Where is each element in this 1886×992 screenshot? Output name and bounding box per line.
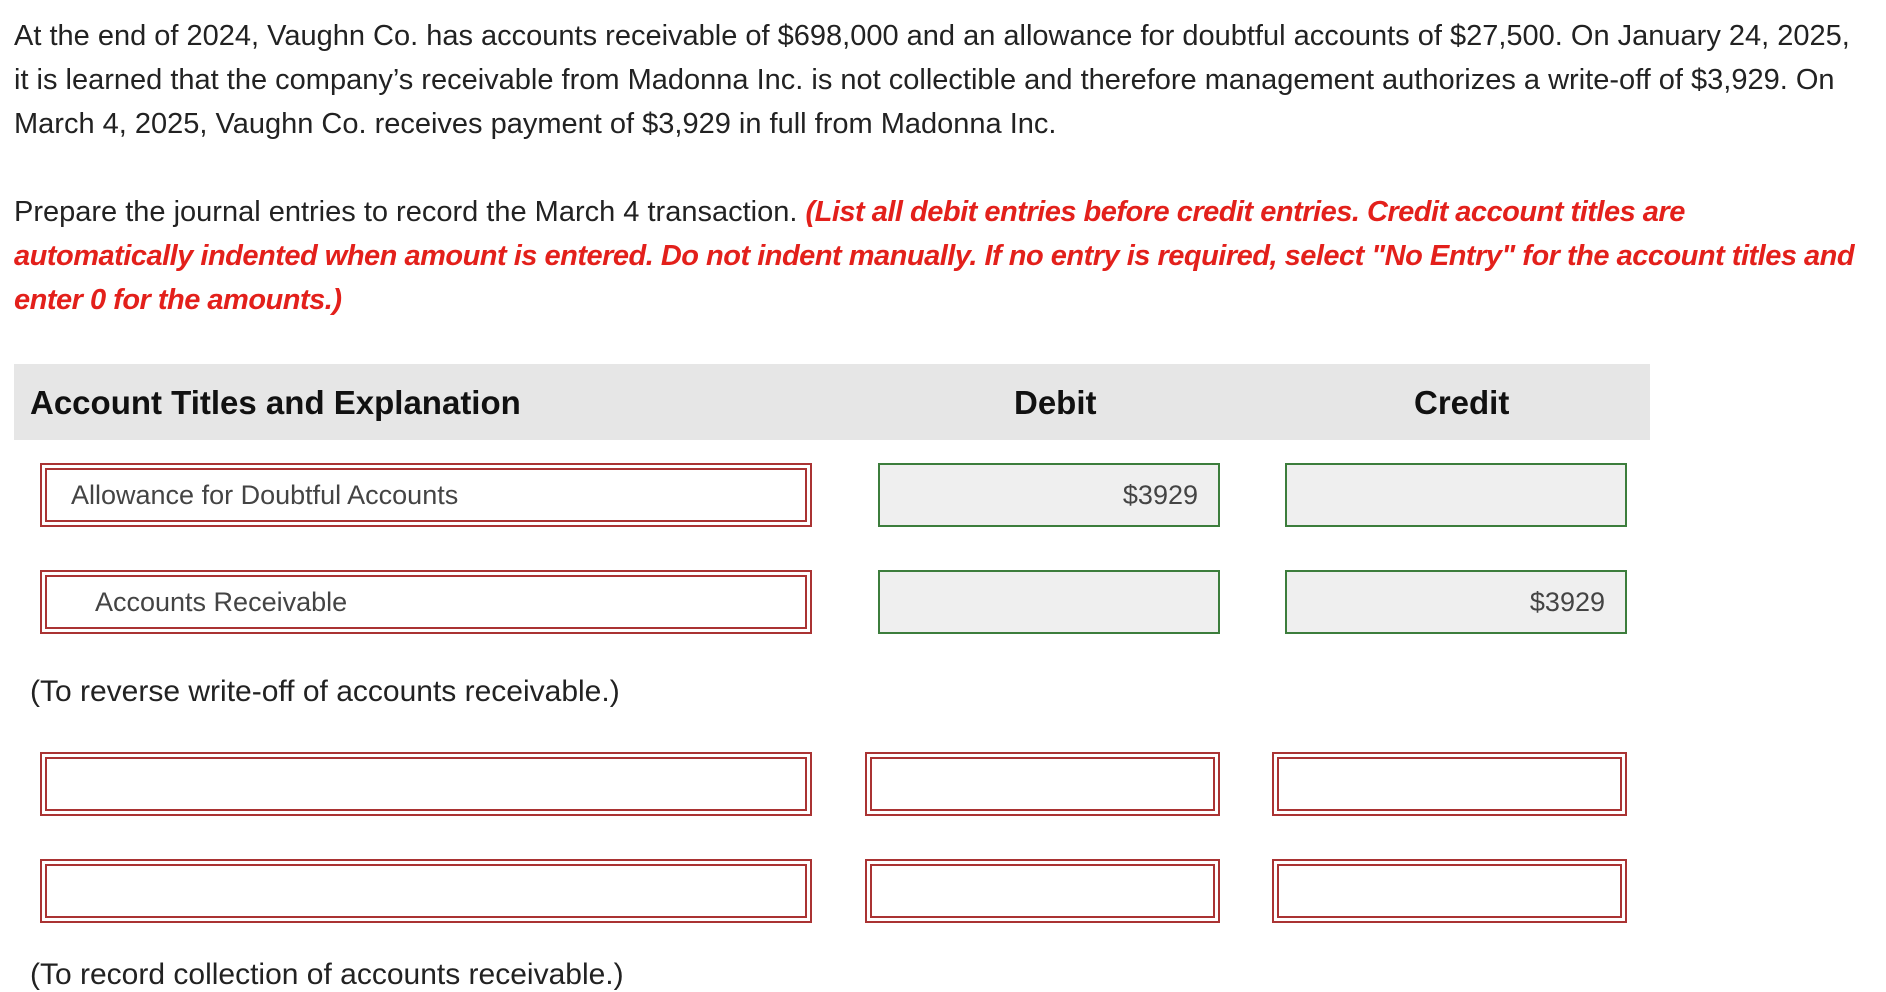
account-title-field[interactable] (40, 463, 812, 527)
instructions (14, 190, 1864, 322)
account-title-value: Accounts Receivable (95, 586, 348, 617)
debit-amount-field[interactable] (865, 752, 1220, 816)
debit-header: Debit (1014, 384, 1097, 421)
account-title-field[interactable] (40, 859, 812, 923)
debit-amount-field[interactable] (878, 570, 1220, 634)
problem-statement: At the end of 2024, Vaughn Co. has accounts receivable of $698,000 and an allowance for doubtful accounts of $27,500. On January 24, 2025, it is learned that the company’s receivable from Madonna Inc. is not collectible and therefore management authorizes a write-off of $3,929. On March 4, 2025, Vaughn Co. receives payment of $3,929 in full from Madonna Inc. (14, 20, 1850, 140)
credit-amount-value: $3929 (1529, 586, 1605, 617)
account-titles-header: Account Titles and Explanation (30, 384, 521, 421)
debit-amount-value: $3929 (1122, 479, 1198, 510)
journal-table-header (14, 364, 1650, 440)
credit-amount-field[interactable] (1272, 752, 1627, 816)
credit-amount-field[interactable] (1285, 570, 1627, 634)
debit-amount-field[interactable] (865, 859, 1220, 923)
instruction-main: Prepare the journal entries to record the March 4 transaction. (14, 196, 806, 228)
instruction-note: (List all debit entries before credit entries. Credit account titles are automatically indented when amount is entered. Do not indent manually. If no entry is required, select "No Entry" for the account titles and enter 0 for the amounts.) (14, 196, 1855, 316)
credit-amount-field[interactable] (1285, 463, 1627, 527)
credit-amount-field[interactable] (1272, 859, 1627, 923)
account-title-value: Allowance for Doubtful Accounts (71, 479, 459, 510)
credit-header: Credit (1414, 384, 1510, 421)
account-title-field[interactable] (40, 752, 812, 816)
entry-explanation: (To record collection of accounts receivable.) (30, 958, 624, 991)
entry-explanation: (To reverse write-off of accounts receivable.) (30, 675, 620, 708)
debit-amount-field[interactable] (878, 463, 1220, 527)
account-title-field[interactable] (40, 570, 812, 634)
